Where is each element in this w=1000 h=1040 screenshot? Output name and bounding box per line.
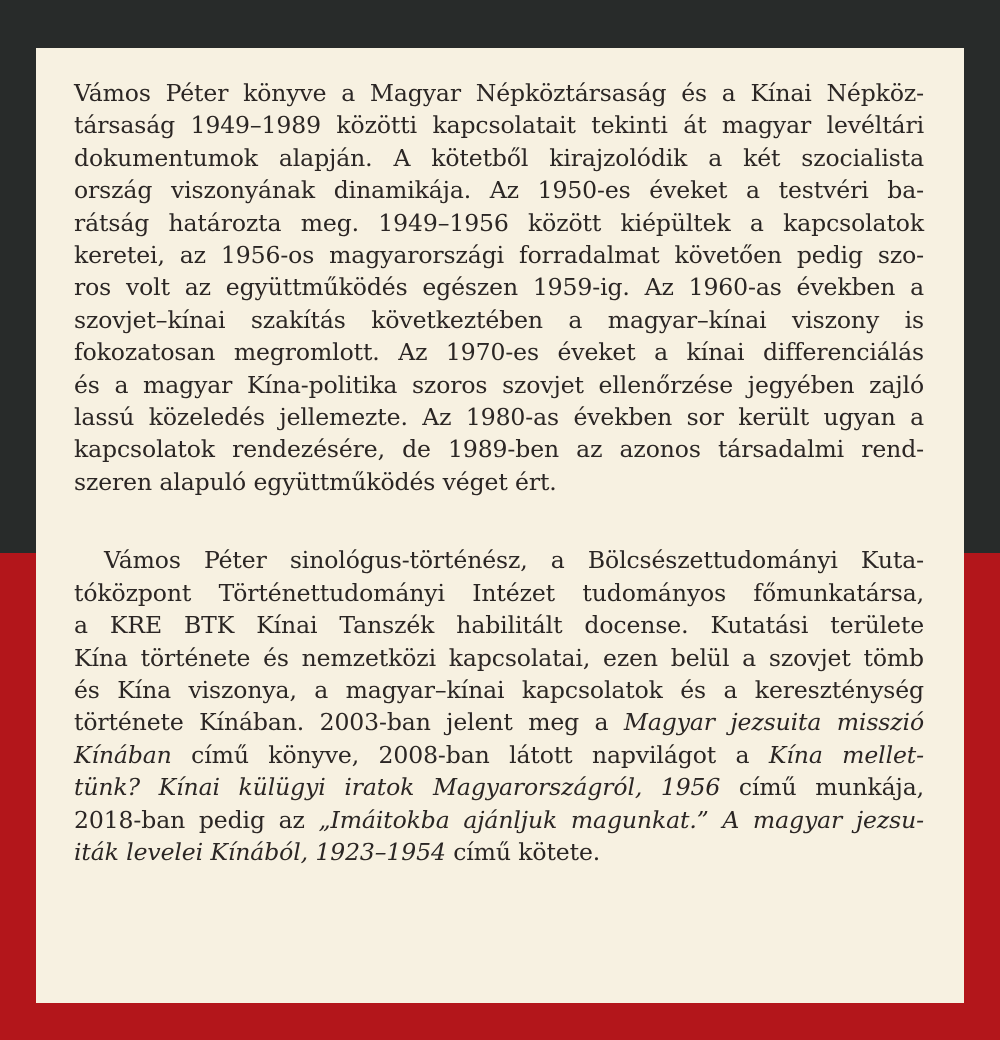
text-line [74,706,924,738]
text-segment: története Kínában. 2003-ban jelent meg a [74,708,624,737]
text-line: dokumentumok alapján. A kötetből kirajzolódik a két szocialista [74,143,924,172]
text-line [74,804,924,836]
book-title-italic: tünk? Kínai külügyi iratok Magyarországról, 1956 [74,773,721,802]
text-line: Kína története és nemzetközi kapcsolatai, ezen belül a szovjet tömb [74,643,924,672]
text-line: rátság határozta meg. 1949–1956 között kiépültek a kapcsolatok [74,208,924,237]
text-segment: című könyve, 2008-ban látott napvilágot a [171,740,769,769]
text-line: Vámos Péter könyve a Magyar Népköztársaság és a Kínai Népköz- [74,79,924,107]
text-line: Vámos Péter sinológus-történész, a Bölcsészettudományi Kuta- [104,546,924,575]
book-title-italic: Magyar jezsuita misszió [623,708,925,737]
text-line: keretei, az 1956-os magyarországi forradalmat követően pedig szo- [74,241,924,270]
book-title-italic: „Imáitokba ajánljuk magunkat.” A magyar jezsu- [318,805,924,834]
text-line: tóközpont Történettudományi Intézet tudományos főmunkatársa, [74,578,924,607]
text-segment: 2018-ban pedig az [74,805,319,834]
text-line: és a magyar Kína-politika szoros szovjet ellenőrzése jegyében zajló [74,370,924,399]
text-line: kapcsolatok rendezésére, de 1989-ben az azonos társadalmi rend- [74,435,924,464]
text-segment: című munkája, [720,773,924,802]
text-line: társaság 1949–1989 közötti kapcsolatait tekinti át magyar levéltári [74,111,924,140]
book-title-italic: iták levelei Kínából, 1923–1954 [74,837,446,866]
book-title-italic: Kínában [74,740,172,769]
text-line: és Kína viszonya, a magyar–kínai kapcsolatok és a kereszténység [74,675,924,704]
text-segment: című kötete. [445,837,601,866]
text-line: ország viszonyának dinamikája. Az 1950-es éveket a testvéri ba- [74,176,924,205]
text-line [74,739,924,771]
text-line: a KRE BTK Kínai Tanszék habilitált docense. Kutatási területe [74,611,924,640]
book-description-paragraph [74,77,924,498]
book-title-italic: Kína mellet- [768,740,924,769]
text-line: lassú közeledés jellemezte. Az 1980-as években sor került ugyan a [74,403,924,432]
text-line [74,771,924,803]
text-line [74,836,924,868]
author-bio-paragraph [74,544,924,868]
text-line: ros volt az együttműködés egészen 1959-ig. Az 1960-as években a [74,273,924,302]
text-line: szovjet–kínai szakítás következtében a magyar–kínai viszony is [74,305,924,334]
text-line: szeren alapuló együttműködés véget ért. [74,467,557,496]
text-line: fokozatosan megromlott. Az 1970-es éveket a kínai differenciálás [74,338,924,367]
text-panel [36,48,964,1003]
